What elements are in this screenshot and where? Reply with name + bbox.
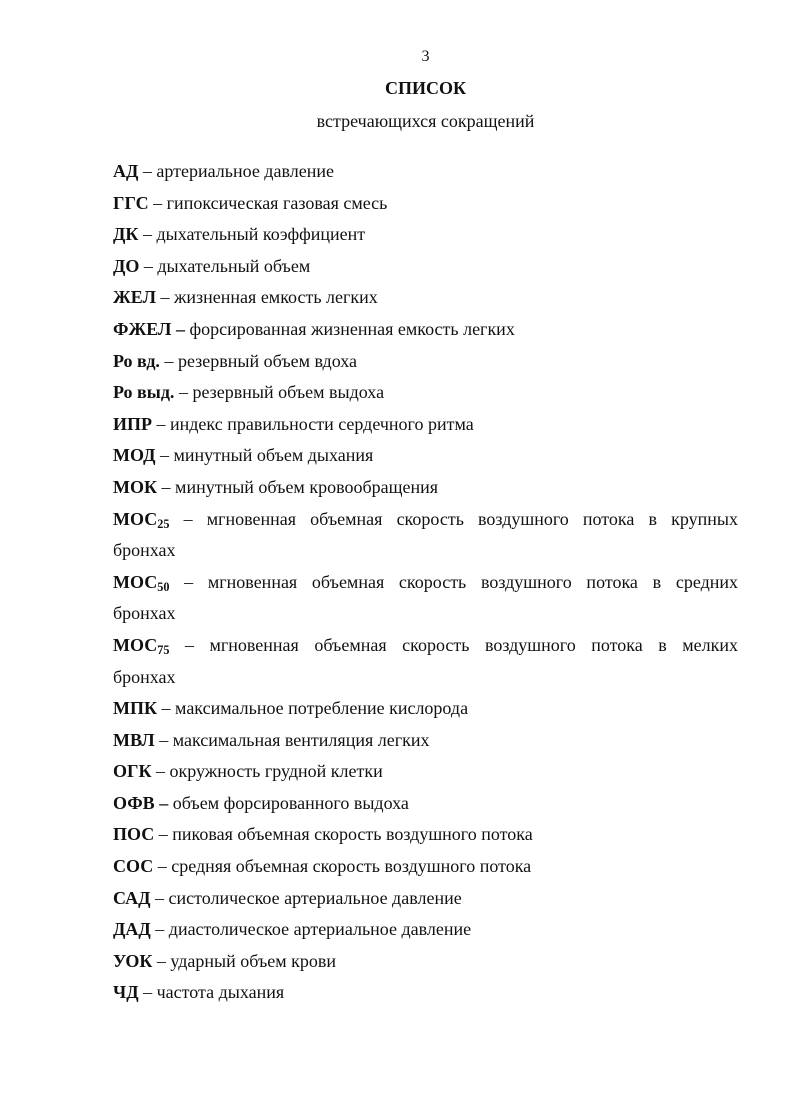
abbreviation-entry <box>113 188 738 220</box>
abbreviation-term: Ро выд. <box>113 382 175 403</box>
abbreviation-entry <box>113 788 738 820</box>
separator-dash: – <box>175 318 185 339</box>
definition-continuation: бронхах <box>113 540 176 561</box>
separator-dash: – <box>143 255 153 276</box>
entry-first-line <box>113 504 738 536</box>
abbreviation-term: МВЛ <box>113 729 155 750</box>
abbreviation-term: ПОС <box>113 824 155 845</box>
definition-continuation: бронхах <box>113 603 176 624</box>
separator-dash: – <box>155 919 165 940</box>
abbreviation-definition: форсированная жизненная емкость легких <box>189 318 515 339</box>
abbreviation-entry <box>113 251 738 283</box>
abbreviation-entry <box>113 819 738 851</box>
separator-dash: – <box>184 571 194 592</box>
separator-dash: – <box>184 634 194 655</box>
abbreviation-definition: индекс правильности сердечного ритма <box>170 413 474 434</box>
abbreviation-definition: диастолическое артериальное давление <box>168 919 472 940</box>
term-subscript: 50 <box>157 579 170 594</box>
abbreviation-entry <box>113 472 738 504</box>
page-subtitle: встречающихся сокращений <box>316 111 535 131</box>
abbreviation-entry <box>113 567 738 630</box>
separator-dash: – <box>153 192 163 213</box>
abbreviation-definition: минутный объем дыхания <box>173 445 374 466</box>
abbreviation-term: ИПР <box>113 413 152 434</box>
abbreviation-definition: резервный объем вдоха <box>177 350 358 371</box>
page-number: 3 <box>421 48 430 65</box>
separator-dash: – <box>159 729 169 750</box>
abbreviation-term: ДО <box>113 255 140 276</box>
abbreviation-term: ОФВ <box>113 792 155 813</box>
abbreviation-term: Ро вд. <box>113 350 160 371</box>
separator-dash: – <box>159 445 169 466</box>
abbreviation-term: ФЖЕЛ <box>113 318 172 339</box>
abbreviation-definition: минутный объем кровообращения <box>175 476 438 497</box>
abbreviation-definition: артериальное давление <box>156 161 334 181</box>
entry-first-line <box>113 567 738 599</box>
abbreviation-entry <box>113 219 738 251</box>
abbreviation-term: МПК <box>113 698 158 719</box>
abbreviation-term: УОК <box>113 950 153 971</box>
separator-dash: – <box>183 508 193 529</box>
abbreviation-entry <box>113 756 738 788</box>
abbreviation-definition: окружность грудной клетки <box>169 761 383 782</box>
abbreviation-entry <box>113 946 738 978</box>
abbreviation-definition: резервный объем выдоха <box>192 382 385 403</box>
term-base: МОС <box>113 508 158 529</box>
abbreviation-definition: объем форсированного выдоха <box>172 792 409 813</box>
abbreviation-term: СОС <box>113 856 154 877</box>
abbreviation-term <box>113 572 169 592</box>
page-title: СПИСОК <box>384 78 467 98</box>
separator-dash: – <box>155 887 164 908</box>
abbreviation-term: ЖЕЛ <box>113 287 156 308</box>
abbreviation-definition: максимальная вентиляция легких <box>172 729 430 750</box>
separator-dash: – <box>178 382 188 403</box>
abbreviation-term: САД <box>113 887 151 908</box>
abbreviation-entry <box>113 725 738 757</box>
separator-dash: – <box>157 856 167 877</box>
abbreviation-entry <box>113 156 738 188</box>
abbreviation-entry <box>113 977 738 1009</box>
abbreviation-definition: максимальное потребление кислорода <box>175 698 469 719</box>
term-base: МОС <box>113 571 158 592</box>
separator-dash: – <box>156 413 166 434</box>
abbreviation-term: МОД <box>113 445 156 466</box>
term-subscript: 25 <box>157 516 170 531</box>
separator-dash: – <box>142 161 152 181</box>
abbreviation-entry <box>113 314 738 346</box>
separator-dash: – <box>156 950 166 971</box>
abbreviation-entry <box>113 409 738 441</box>
separator-dash: – <box>164 350 174 371</box>
abbreviation-entry <box>113 377 738 409</box>
abbreviation-term <box>113 635 169 655</box>
abbreviation-entry <box>113 504 738 567</box>
entry-first-line <box>113 630 738 662</box>
abbreviation-definition: дыхательный коэффициент <box>156 224 366 245</box>
separator-dash: – <box>161 476 171 497</box>
abbreviation-term: ОГК <box>113 761 152 782</box>
abbreviation-definition: средняя объемная скорость воздушного потока <box>171 856 532 877</box>
abbreviation-definition: мгновенная объемная скорость воздушного потока в мелких <box>209 634 738 655</box>
abbreviation-term: ДАД <box>113 919 151 940</box>
abbreviation-term: МОК <box>113 476 158 497</box>
abbreviation-definition: гипоксическая газовая смесь <box>166 192 388 213</box>
abbreviation-term: АД <box>113 161 139 181</box>
abbreviation-entry <box>113 883 738 915</box>
separator-dash: – <box>161 698 171 719</box>
separator-dash: – <box>156 761 166 782</box>
abbreviation-definition: жизненная емкость легких <box>173 287 378 308</box>
abbreviation-definition: дыхательный объем <box>157 255 311 276</box>
term-subscript: 75 <box>157 642 170 657</box>
abbreviation-definition: систолическое артериальное давление <box>168 887 462 908</box>
abbreviation-entry <box>113 693 738 725</box>
abbreviation-entry <box>113 851 738 883</box>
abbreviation-definition: пиковая объемная скорость воздушного потока <box>172 824 533 845</box>
separator-dash: – <box>143 982 153 1003</box>
abbreviation-definition: частота дыхания <box>156 982 285 1003</box>
separator-dash: – <box>158 824 168 845</box>
abbreviation-definition: мгновенная объемная скорость воздушного потока в средних <box>207 571 739 592</box>
abbreviation-definition: мгновенная объемная скорость воздушного потока в крупных <box>206 508 738 529</box>
separator-dash: – <box>142 224 152 245</box>
abbreviation-term: ЧД <box>113 982 139 1003</box>
abbreviation-entry <box>113 630 738 693</box>
abbreviation-definition: ударный объем крови <box>170 950 337 971</box>
abbreviation-term: ГГС <box>113 192 149 213</box>
abbreviation-entry <box>113 914 738 946</box>
separator-dash: – <box>159 792 169 813</box>
abbreviation-list <box>113 156 738 1009</box>
abbreviation-term: ДК <box>113 224 139 245</box>
definition-continuation: бронхах <box>113 666 176 687</box>
abbreviation-term <box>113 509 169 529</box>
abbreviation-entry <box>113 440 738 472</box>
abbreviation-entry <box>113 282 738 314</box>
term-base: МОС <box>113 634 158 655</box>
separator-dash: – <box>160 287 170 308</box>
abbreviation-entry <box>113 346 738 378</box>
